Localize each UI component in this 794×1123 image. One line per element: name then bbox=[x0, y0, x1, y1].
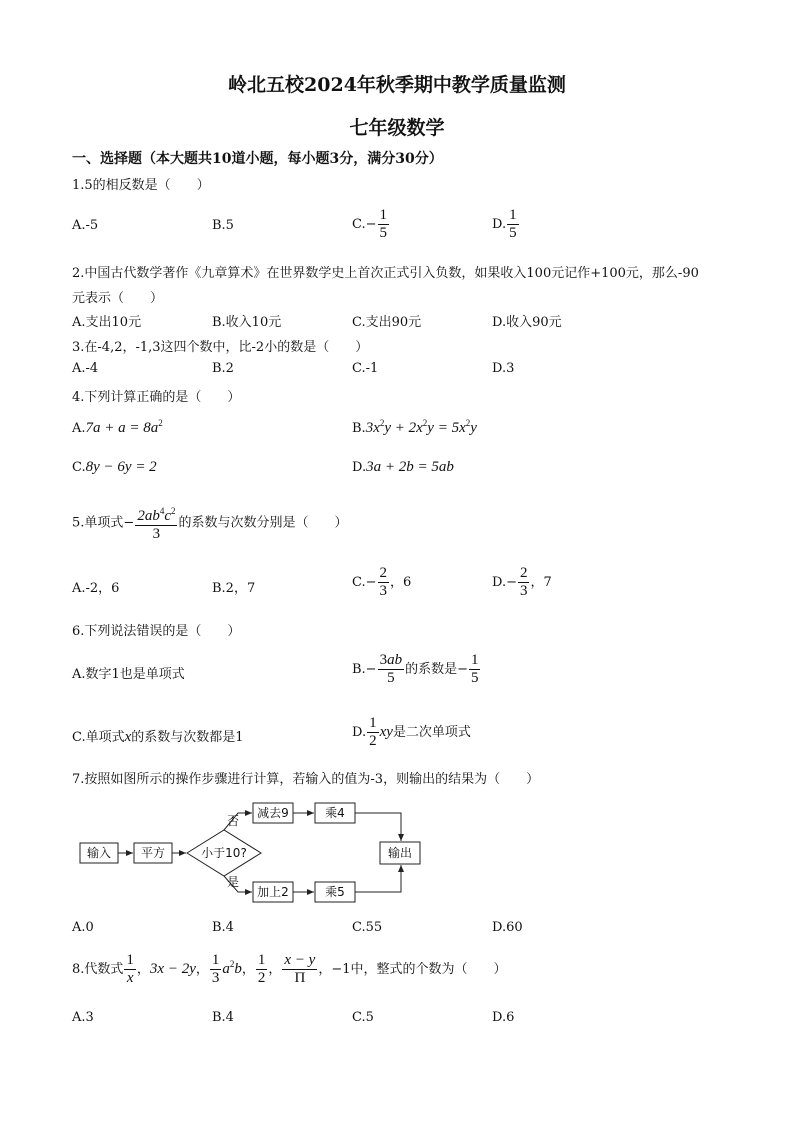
q5-c-prefix: C.− bbox=[352, 575, 377, 590]
q4-a-label: A. bbox=[72, 421, 86, 436]
flow-yes-label: 是 bbox=[227, 875, 240, 889]
q5-d-prefix: D.− bbox=[492, 575, 517, 590]
question-4-stem: 4.下列计算正确的是（ ） bbox=[72, 390, 241, 405]
q5-option-a: A.-2，6 bbox=[72, 581, 120, 596]
q8-expr-x-y-over-pi: $\frac{x - y}{\Pi}$ bbox=[284, 952, 316, 986]
question-5-stem: 5.单项式− $\frac{2ab^4c^2}{3}$ 的系数与次数分别是（ ） bbox=[72, 503, 348, 543]
q4-d-expression: 3a + 2b = 5ab bbox=[366, 459, 454, 475]
q5-option-b: B.2，7 bbox=[212, 581, 256, 596]
question-6-stem: 6.下列说法错误的是（ ） bbox=[72, 624, 241, 639]
q8-option-a: A.3 bbox=[72, 1010, 94, 1025]
flow-arrow bbox=[355, 813, 401, 841]
q8-expr-half: $\frac{1}{2}$ bbox=[257, 952, 266, 986]
flow-output-label: 输出 bbox=[387, 846, 413, 860]
q3-option-a: A.-4 bbox=[72, 361, 99, 376]
q4-d-label: D. bbox=[352, 460, 367, 475]
q8-expr-a2b: $a^2b$ bbox=[222, 959, 242, 977]
q5-option-c bbox=[352, 565, 411, 600]
q6-d-numerator: 1 bbox=[369, 715, 377, 731]
q4-option-c bbox=[72, 459, 157, 476]
q1-option-a: A.-5 bbox=[72, 218, 99, 233]
q7-option-d: D.60 bbox=[492, 920, 523, 935]
q6-option-a: A.数字1也是单项式 bbox=[72, 667, 185, 682]
flowchart bbox=[78, 800, 423, 910]
q8-option-c: C.5 bbox=[352, 1010, 374, 1025]
q7-option-c: C.55 bbox=[352, 920, 383, 935]
flow-times5-label: 乘5 bbox=[325, 885, 345, 899]
flow-minus9-label: 减去9 bbox=[257, 806, 289, 820]
q4-b-expression: $3x^2y + 2x^2y = 5x^2y$ bbox=[365, 418, 477, 436]
q8-stem-prefix: 8.代数式 bbox=[72, 962, 124, 977]
flow-no-label: 否 bbox=[227, 814, 240, 828]
flow-decision-label: 小于10? bbox=[201, 846, 247, 860]
q6-option-b bbox=[352, 652, 481, 687]
q1-d-denominator: 5 bbox=[509, 225, 517, 241]
q4-option-b bbox=[352, 418, 477, 437]
exam-subtitle: 七年级数学 bbox=[349, 117, 445, 139]
q4-a-expression: $7a + a = 8a^2$ bbox=[85, 418, 163, 436]
q6-d-prefix: D. bbox=[352, 725, 367, 740]
q4-option-d bbox=[352, 459, 454, 476]
question-3-stem: 3.在-4,2，-1,3这四个数中，比-2小的数是（ ） bbox=[72, 340, 369, 355]
question-1-stem: 1.5的相反数是（ ） bbox=[72, 178, 210, 193]
q1-d-prefix: D. bbox=[492, 217, 507, 232]
q3-option-b: B.2 bbox=[212, 361, 234, 376]
q6-b-mid: 的系数是− bbox=[405, 662, 468, 677]
q5-stem-suffix: 的系数与次数分别是（ ） bbox=[178, 515, 348, 531]
q5-c-suffix: ，6 bbox=[390, 575, 412, 590]
q5-c-denominator: 3 bbox=[379, 583, 388, 599]
q5-d-denominator: 3 bbox=[519, 583, 528, 599]
q8-option-b: B.4 bbox=[212, 1010, 234, 1025]
flow-square-label: 平方 bbox=[140, 846, 166, 860]
q6-b-fraction: $\frac{3ab}{5}$ bbox=[379, 652, 403, 686]
q2-option-a: A.支出10元 bbox=[72, 315, 142, 330]
q1-option-c bbox=[352, 207, 390, 242]
q4-c-label: C. bbox=[72, 460, 86, 475]
q2-option-b: B.收入10元 bbox=[212, 315, 282, 330]
flow-plus2-label: 加上2 bbox=[257, 885, 289, 899]
q7-option-a: A.0 bbox=[72, 920, 94, 935]
q8-expr-3x-2y: 3x − 2y bbox=[149, 961, 196, 977]
q8-stem-suffix: ，−1中，整式的个数为（ ） bbox=[318, 962, 507, 977]
q5-c-numerator: 2 bbox=[379, 565, 388, 581]
q1-c-denominator: 5 bbox=[379, 225, 388, 241]
q6-b-denominator: 5 bbox=[470, 670, 479, 686]
flow-times4-label: 乘4 bbox=[325, 806, 345, 820]
flow-input-label: 输入 bbox=[86, 846, 112, 860]
q6-option-c: C.单项式x的系数与次数都是1 bbox=[72, 729, 244, 745]
q7-option-b: B.4 bbox=[212, 920, 234, 935]
section-heading: 一、选择题（本大题共10道小题，每小题3分，满分30分） bbox=[72, 151, 443, 167]
q8-expr-third-a2b: $\frac{1}{3}$ bbox=[211, 952, 220, 986]
q4-b-label: B. bbox=[352, 421, 366, 436]
q6-b-prefix: B.− bbox=[352, 662, 377, 677]
q1-option-b: B.5 bbox=[212, 218, 234, 233]
q3-option-c: C.-1 bbox=[352, 361, 379, 376]
q1-option-d bbox=[492, 207, 520, 242]
q5-d-numerator: 2 bbox=[519, 565, 528, 581]
exam-title: 岭北五校2024年秋季期中教学质量监测 bbox=[228, 74, 566, 96]
question-2-stem-line2: 元表示（ ） bbox=[72, 291, 164, 306]
q5-monomial: $\frac{2ab^4c^2}{3}$ bbox=[135, 503, 177, 543]
q6-d-suffix: 是二次单项式 bbox=[392, 725, 471, 740]
question-2-stem-line1: 2.中国古代数学著作《九章算术》在世界数学史上首次正式引入负数，如果收入100元记作+100元，那么-90 bbox=[72, 266, 699, 281]
q8-option-d: D.6 bbox=[492, 1010, 515, 1025]
q1-d-numerator: 1 bbox=[509, 207, 517, 223]
flow-arrow bbox=[355, 865, 401, 892]
q6-d-denominator: 2 bbox=[369, 733, 377, 749]
q6-c-suffix: 的系数与次数都是1 bbox=[131, 730, 244, 745]
q5-option-d bbox=[492, 565, 552, 600]
q6-b-numerator: 1 bbox=[470, 652, 479, 668]
q2-option-c: C.支出90元 bbox=[352, 315, 422, 330]
q2-option-d: D.收入90元 bbox=[492, 315, 562, 330]
q4-c-expression: 8y − 6y = 2 bbox=[85, 459, 157, 475]
question-8-stem: 8.代数式 $\frac{1}{x}$ ，3x − 2y， $\frac{1}{3}$ $a^2b$， $\frac{1}{2}$ ， $\frac{x - y}{\Pi}$ ，−1中，整式的个数为（ ） bbox=[72, 952, 507, 986]
q5-stem-prefix: 5.单项式 bbox=[72, 515, 124, 531]
q1-c-prefix: C.− bbox=[352, 217, 377, 232]
q3-option-d: D.3 bbox=[492, 361, 515, 376]
question-7-stem: 7.按照如图所示的操作步骤进行计算，若输入的值为-3，则输出的结果为（ ） bbox=[72, 772, 540, 787]
q4-option-a bbox=[72, 418, 163, 437]
q6-c-prefix: C.单项式 bbox=[72, 730, 125, 745]
q5-d-suffix: ，7 bbox=[530, 575, 552, 590]
q8-expr-1-over-x: $\frac{1}{x}$ bbox=[126, 952, 134, 986]
q1-c-numerator: 1 bbox=[379, 207, 388, 223]
q6-option-d: D. $\frac{1}{2}$ xy是二次单项式 bbox=[352, 715, 471, 749]
